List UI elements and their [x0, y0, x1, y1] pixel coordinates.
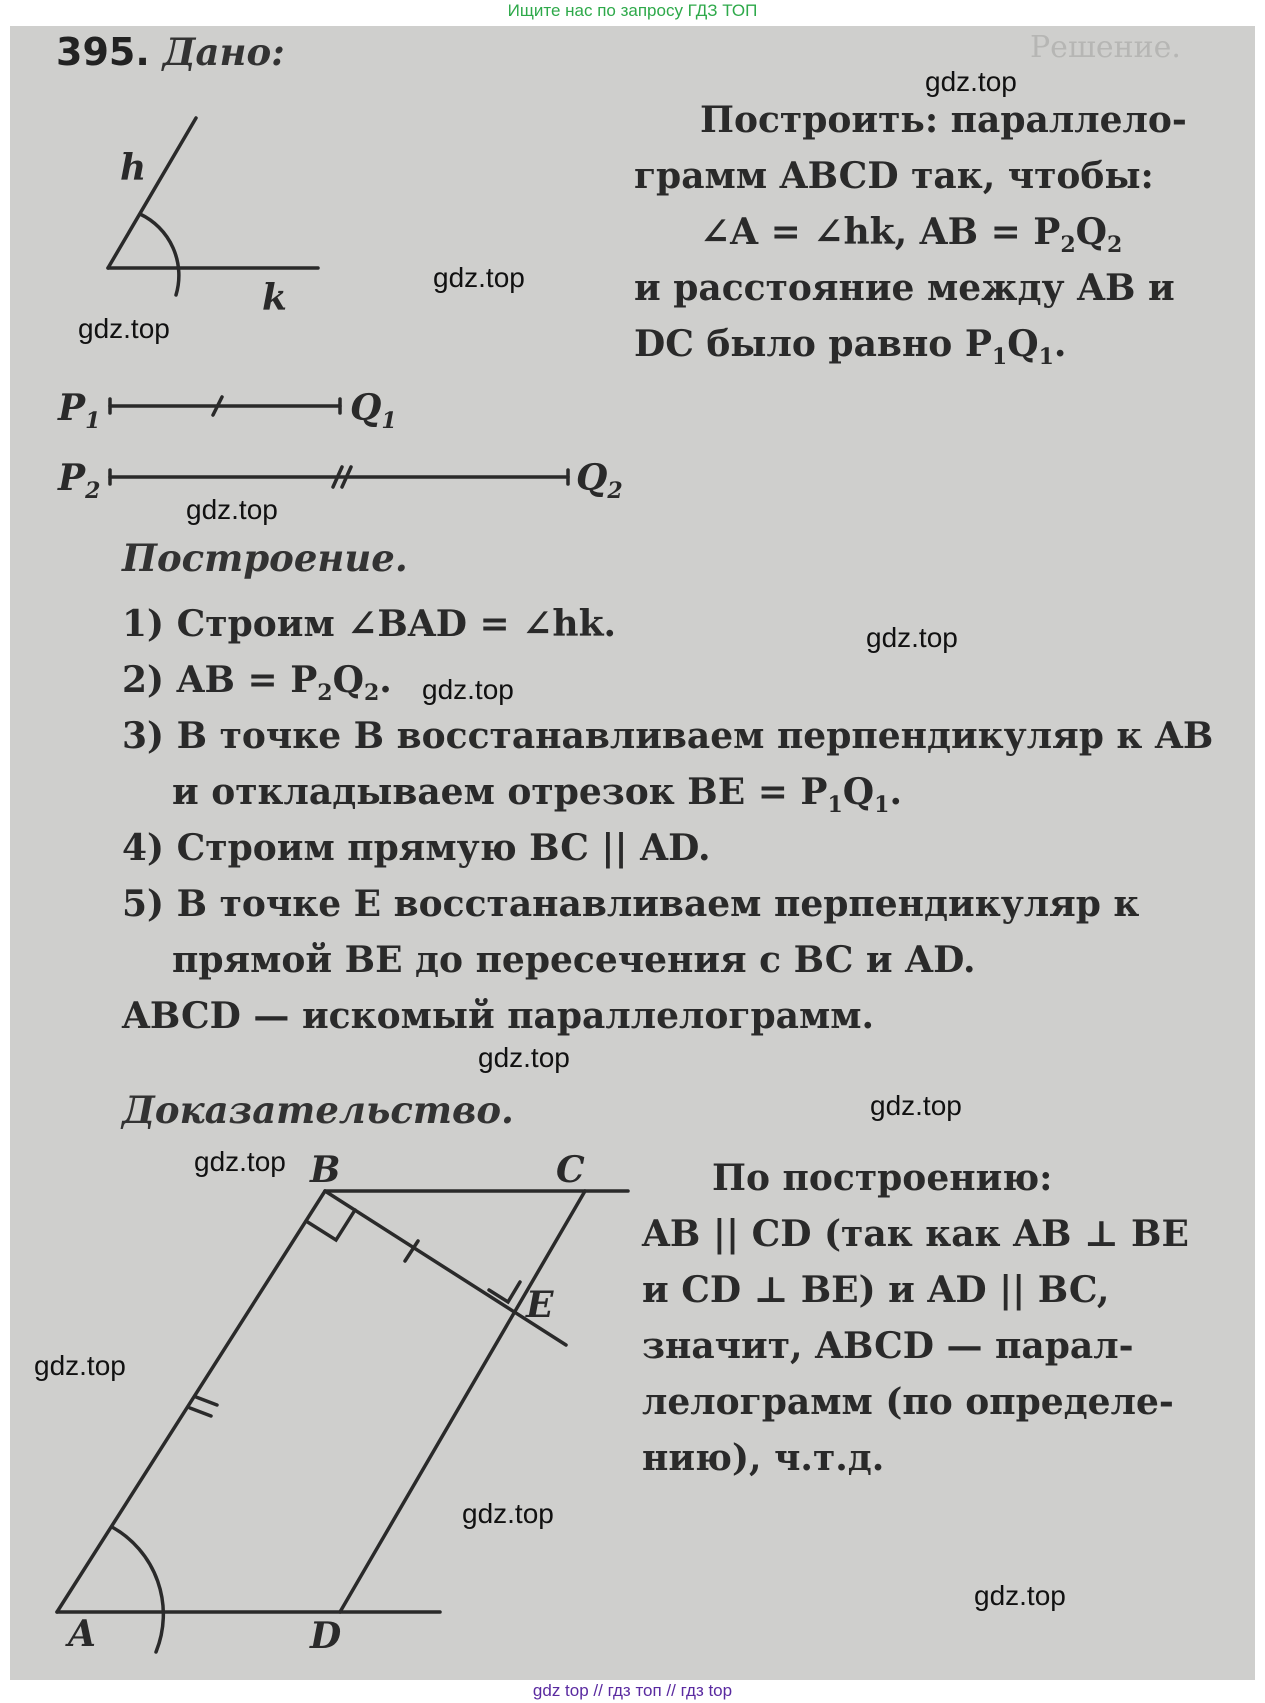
- watermark: gdz.top: [478, 1042, 570, 1073]
- construction-conclusion: ABCD — искомый параллелограмм.: [122, 995, 875, 1037]
- proof-line-6: нию), ч.т.д.: [642, 1437, 885, 1479]
- task-line-2: грамм ABCD так, чтобы:: [634, 155, 1154, 197]
- point-label-e: E: [526, 1284, 554, 1326]
- top-banner[interactable]: Ищите нас по запросу ГДЗ ТОП: [507, 1, 758, 20]
- proof-line-5: лелограмм (по определе-: [642, 1381, 1174, 1423]
- watermark: gdz.top: [870, 1090, 962, 1121]
- watermark: gdz.top: [422, 674, 514, 705]
- construction-step-3-line-1: 3) В точке B восстанавливаем перпендикуляр к AB: [122, 715, 1214, 757]
- construction-step-5-line-2: прямой BE до пересечения с BC и AD.: [172, 939, 976, 981]
- point-label-c: C: [556, 1149, 585, 1191]
- proof-line-1: По построению:: [712, 1157, 1053, 1199]
- watermark: gdz.top: [194, 1146, 286, 1177]
- point-label-b: B: [310, 1149, 341, 1191]
- watermark: gdz.top: [462, 1498, 554, 1529]
- task-line-5: DC было равно $P_1Q_1$.: [634, 323, 1067, 370]
- label-h: h: [120, 147, 147, 189]
- task-line-4: и расстояние между AB и: [634, 267, 1175, 309]
- double-tick-ab-a: [190, 1408, 211, 1416]
- task-line-3: ∠A = ∠hk, AB = $P_2Q_2$: [700, 211, 1123, 258]
- proof-heading: Доказательство.: [122, 1088, 514, 1132]
- construction-step-2: 2) AB = $P_2Q_2$.: [122, 659, 392, 706]
- construction-step-5-line-1: 5) В точке E восстанавливаем перпендикуляр к: [122, 883, 1140, 925]
- task-line-1: Построить: параллело-: [700, 99, 1187, 141]
- watermark: gdz.top: [433, 262, 525, 293]
- label-p1: $P_1$: [58, 387, 101, 434]
- point-label-d: D: [310, 1615, 342, 1657]
- bottom-banner[interactable]: gdz top // гдз топ // гдз top: [532, 1681, 733, 1700]
- construction-step-3-line-2: и откладываем отрезок BE = $P_1Q_1$.: [172, 771, 903, 818]
- watermark: gdz.top: [186, 494, 278, 525]
- double-tick-ab-b: [196, 1397, 217, 1405]
- watermark: gdz.top: [925, 66, 1017, 97]
- right-angle-b: [306, 1210, 355, 1240]
- angle-arc-a: [112, 1527, 163, 1652]
- watermark: gdz.top: [866, 622, 958, 653]
- watermark: gdz.top: [974, 1580, 1066, 1611]
- label-k: k: [262, 277, 287, 319]
- proof-line-3: и CD ⊥ BE) и AD || BC,: [642, 1269, 1110, 1311]
- construction-step-1: 1) Строим ∠BAD = ∠hk.: [122, 603, 617, 645]
- point-label-a: A: [68, 1613, 96, 1655]
- side-ab: [57, 1191, 325, 1612]
- problem-number: 395.: [56, 30, 150, 74]
- watermark: gdz.top: [78, 313, 170, 344]
- label-p2: $P_2$: [58, 457, 101, 504]
- construction-step-4: 4) Строим прямую BC || AD.: [122, 827, 711, 869]
- proof-line-2: AB || CD (так как AB ⊥ BE: [642, 1213, 1189, 1255]
- label-q2: $Q_2$: [576, 457, 623, 504]
- proof-line-4: значит, ABCD — парал-: [642, 1325, 1134, 1367]
- label-q1: $Q_1$: [350, 387, 397, 434]
- construction-heading: Построение.: [122, 536, 408, 580]
- side-dc: [340, 1191, 585, 1612]
- given-label: Дано:: [162, 30, 285, 74]
- bleed-through: Решение.: [1030, 30, 1181, 65]
- watermark: gdz.top: [34, 1350, 126, 1381]
